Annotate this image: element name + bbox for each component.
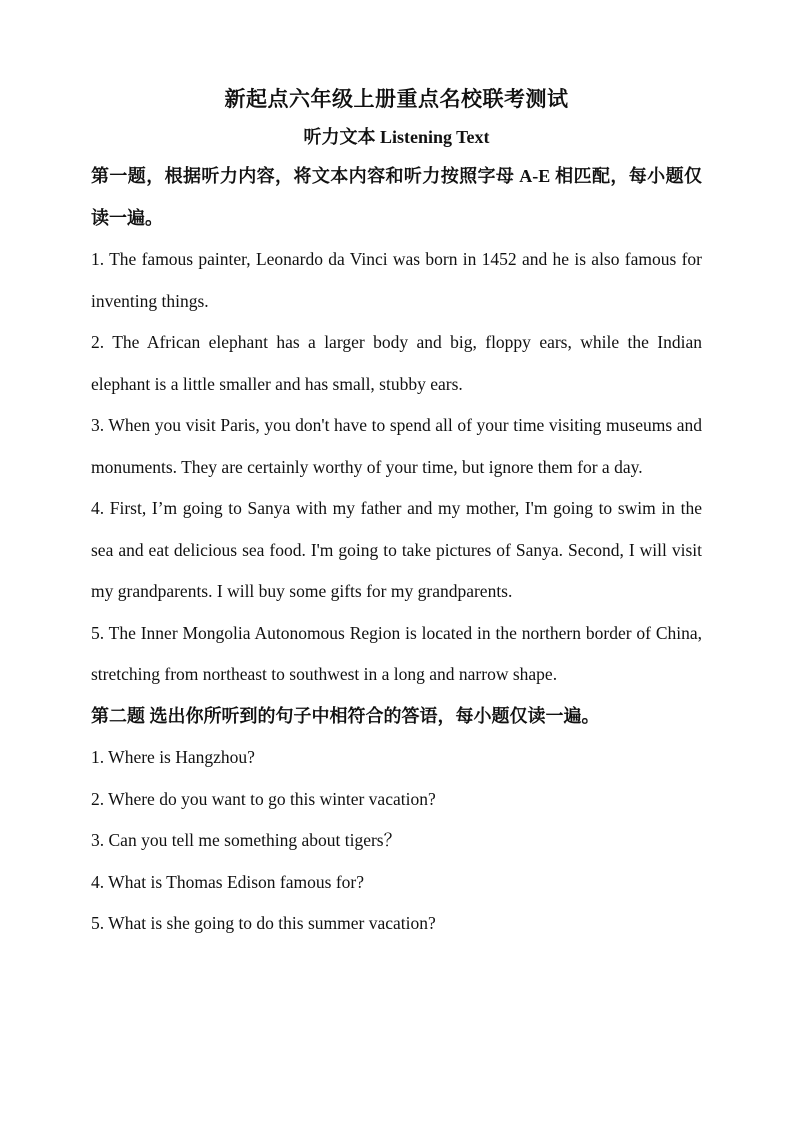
section-2-list [91, 737, 702, 945]
listening-item: 1. The famous painter, Leonardo da Vinci was born in 1452 and he is also famous for inventing things. [91, 249, 702, 311]
section-1-list [91, 239, 702, 696]
document-title: 新起点六年级上册重点名校联考测试 [224, 87, 569, 111]
document-content [91, 80, 702, 945]
section-2-heading: 第二题 选出你所听到的句子中相符合的答语，每小题仅读一遍。 [91, 705, 600, 726]
question-item: 1. Where is Hangzhou? [91, 747, 255, 767]
question-item: 2. Where do you want to go this winter vacation? [91, 788, 436, 809]
document-subtitle: 听力文本 Listening Text [303, 127, 490, 147]
listening-item: 4. First, I’m going to Sanya with my father and my mother, I'm going to swim in the sea and eat delicious sea food. I'm going to take pictures of Sanya. Second, I will visit my grandparents. I will buy some gifts for my grandparents. [91, 498, 702, 601]
question-item: 5. What is she going to do this summer vacation? [91, 913, 436, 933]
listening-item: 3. When you visit Paris, you don't have to spend all of your time visiting museums and monuments. They are certainly worthy of your time, but ignore them for a day. [91, 415, 702, 477]
listening-item: 5. The Inner Mongolia Autonomous Region is located in the northern border of China, stretching from northeast to southwest in a long and narrow shape. [91, 622, 702, 684]
question-item: 3. Can you tell me something about tigers？ [91, 830, 402, 850]
section-1-heading: 第一题，根据听力内容，将文本内容和听力按照字母 A-E 相匹配，每小题仅读一遍。 [91, 166, 702, 228]
question-item: 4. What is Thomas Edison famous for? [91, 871, 364, 892]
listening-item: 2. The African elephant has a larger body and big, floppy ears, while the Indian elephant is a little smaller and has small, stubby ears. [91, 332, 702, 394]
